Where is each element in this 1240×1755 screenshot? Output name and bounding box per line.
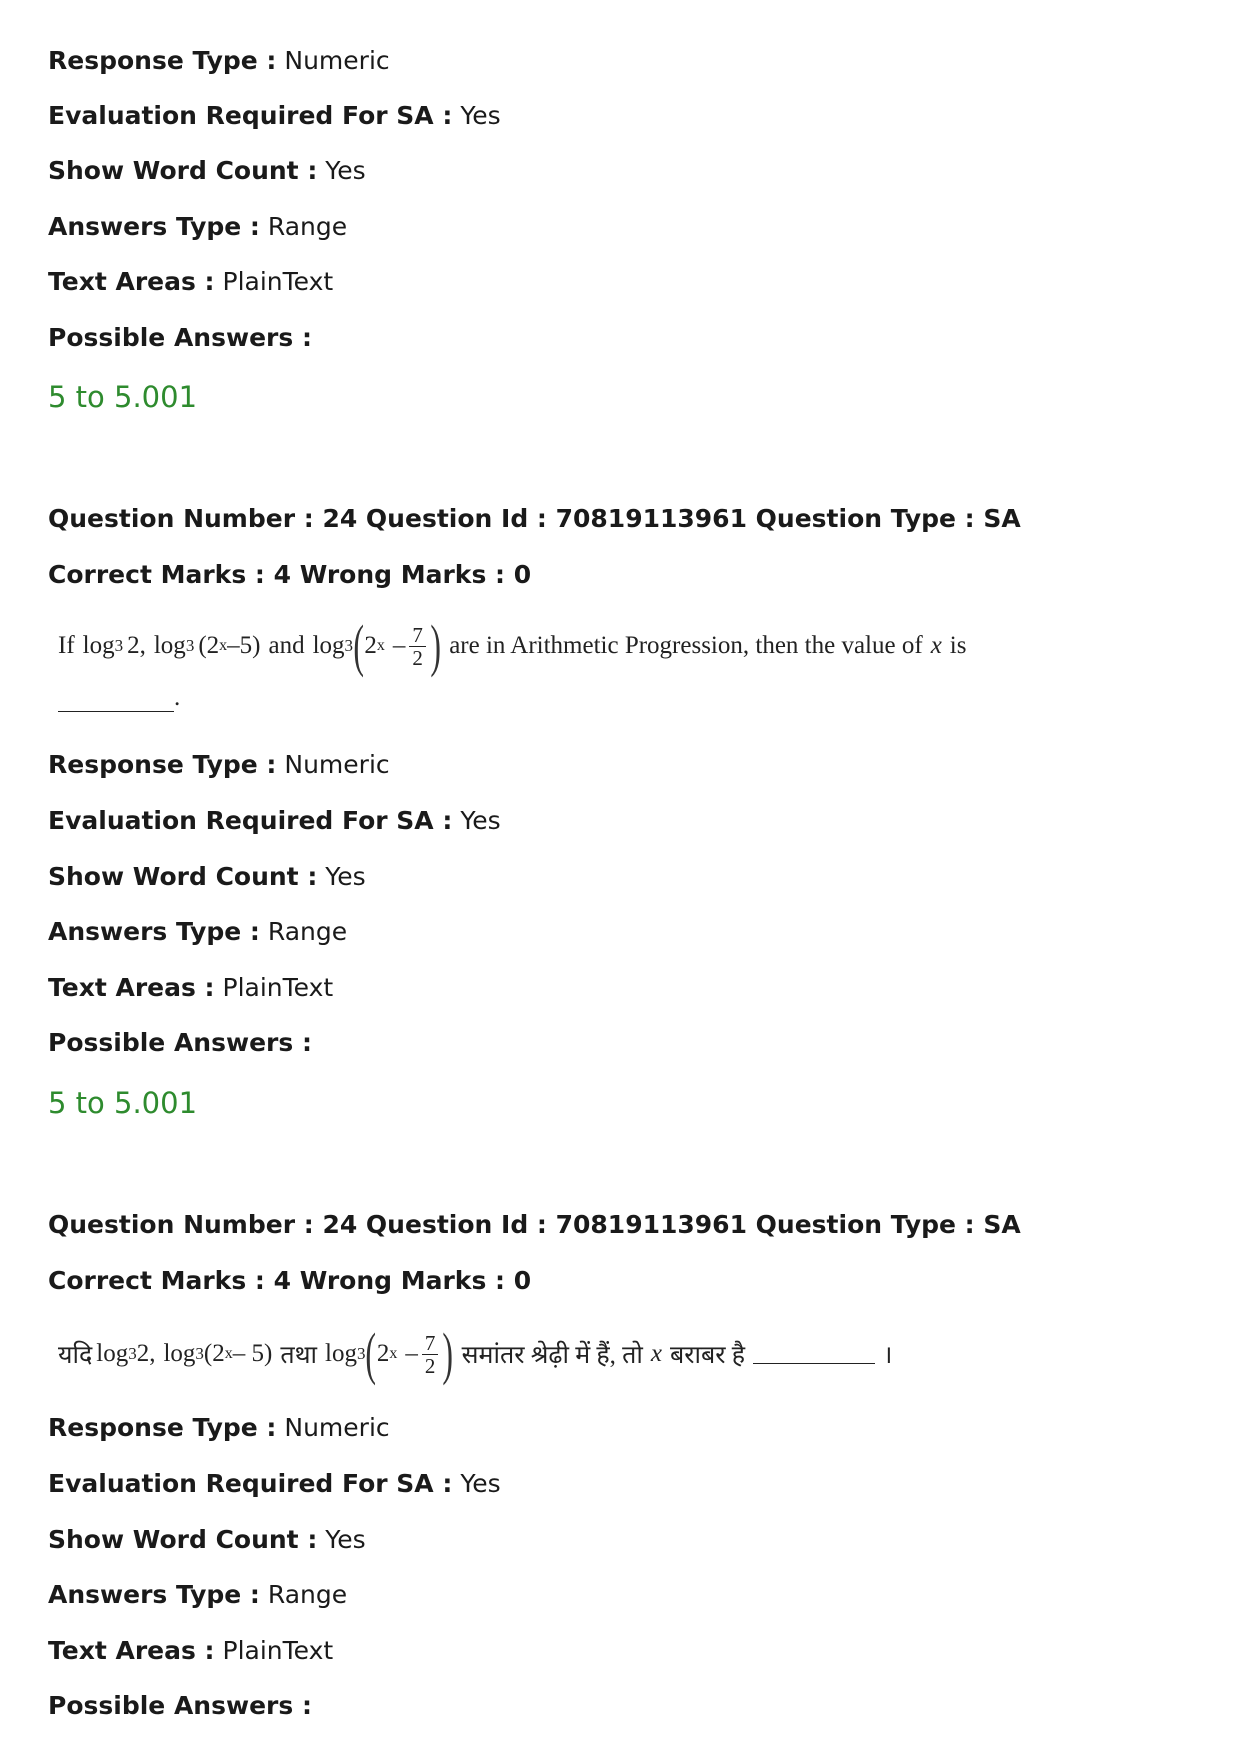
q-log: log xyxy=(82,632,115,659)
field-value: Yes xyxy=(325,156,366,185)
q-two: 2 xyxy=(376,1340,390,1367)
response-type xyxy=(48,44,390,78)
field-value: Yes xyxy=(325,862,366,891)
possible-answer: 5 to 5.001 xyxy=(48,380,198,414)
fraction-num: 7 xyxy=(409,624,426,647)
evaluation-required xyxy=(48,1467,501,1501)
field-label: Answers Type : xyxy=(48,212,260,241)
fraction xyxy=(409,624,426,669)
q-minus: – xyxy=(405,1340,418,1367)
question-header: Question Number : 24 Question Id : 70819113961 Question Type : SA xyxy=(48,1210,1021,1239)
q-word: यदि xyxy=(58,1342,93,1369)
field-value: PlainText xyxy=(222,973,334,1002)
q-word: If xyxy=(58,632,75,659)
q-word: is xyxy=(949,632,967,659)
question-marks: Correct Marks : 4 Wrong Marks : 0 xyxy=(48,1266,532,1295)
q-rest: समांतर श्रेढ़ी में हैं, तो xyxy=(461,1342,643,1369)
answer-blank xyxy=(58,693,174,712)
right-paren: ) xyxy=(430,613,441,678)
q-end: । xyxy=(883,1342,893,1369)
q-log: log xyxy=(96,1340,129,1367)
field-label: Show Word Count : xyxy=(48,156,318,185)
fraction xyxy=(422,1332,439,1377)
field-label: Response Type : xyxy=(48,750,277,779)
q-var: x xyxy=(650,1340,663,1367)
text-areas xyxy=(48,1634,333,1668)
q-arg: (2 xyxy=(203,1340,225,1367)
field-value: PlainText xyxy=(222,267,334,296)
text-areas xyxy=(48,971,333,1005)
field-label: Show Word Count : xyxy=(48,1525,318,1554)
fraction-den: 2 xyxy=(412,645,423,670)
field-label: Possible Answers : xyxy=(48,323,312,352)
q-arg: (2 xyxy=(198,632,220,659)
question-text: If log 3 2, log 3 (2 x –5) and log 3 ( 2 x – $\frac{7}{2}$ ) are in Arithmetic Progression, then the value of x is . xyxy=(58,613,967,711)
answers-type xyxy=(48,210,347,244)
field-label: Evaluation Required For SA : xyxy=(48,1469,453,1498)
field-label: Answers Type : xyxy=(48,917,260,946)
field-label: Possible Answers : xyxy=(48,1691,312,1720)
field-label: Response Type : xyxy=(48,1413,277,1442)
question-header: Question Number : 24 Question Id : 70819113961 Question Type : SA xyxy=(48,504,1021,533)
q-log: log xyxy=(153,632,186,659)
q-var: x xyxy=(930,632,942,659)
q-log: log xyxy=(325,1340,357,1367)
possible-answers-label xyxy=(48,321,312,355)
q-arg: 2, xyxy=(127,632,146,659)
q-log: log xyxy=(163,1340,196,1367)
evaluation-required xyxy=(48,804,501,838)
field-value: Yes xyxy=(460,101,501,130)
field-label: Possible Answers : xyxy=(48,1028,312,1057)
field-value: Yes xyxy=(460,1469,501,1498)
evaluation-required xyxy=(48,99,501,133)
field-value: PlainText xyxy=(222,1636,334,1665)
field-value: Yes xyxy=(460,806,501,835)
q-arg: –5) xyxy=(227,632,261,659)
q-two: 2 xyxy=(364,632,377,659)
text-areas xyxy=(48,265,333,299)
response-type xyxy=(48,748,390,782)
field-value: Range xyxy=(267,917,348,946)
right-paren: ) xyxy=(442,1321,454,1386)
q-minus: – xyxy=(392,632,406,659)
fraction-den: 2 xyxy=(424,1353,436,1378)
q-word: बराबर है xyxy=(670,1342,746,1369)
q-arg: 2, xyxy=(136,1340,156,1367)
question-text: यदि log 3 2, log 3 (2 x – 5) तथा log 3 ( 2 x – $\frac{7}{2}$ ) समांतर श्रेढ़ी में हैं, तो x बराबर है । xyxy=(58,1321,893,1386)
q-word: and xyxy=(268,632,305,659)
field-value: Numeric xyxy=(284,1413,390,1442)
field-label: Text Areas : xyxy=(48,973,215,1002)
q-end: . xyxy=(174,684,181,711)
response-type xyxy=(48,1411,390,1445)
field-value: Range xyxy=(267,212,348,241)
show-word-count xyxy=(48,154,366,188)
field-label: Answers Type : xyxy=(48,1580,260,1609)
left-paren: ( xyxy=(353,613,365,678)
possible-answers-label xyxy=(48,1689,312,1723)
answers-type xyxy=(48,915,347,949)
show-word-count xyxy=(48,1523,366,1557)
field-label: Response Type : xyxy=(48,46,277,75)
field-value: Range xyxy=(267,1580,348,1609)
q-log: log xyxy=(312,632,345,659)
field-label: Text Areas : xyxy=(48,267,215,296)
field-label: Text Areas : xyxy=(48,1636,215,1665)
q-arg: – 5) xyxy=(232,1340,273,1367)
field-label: Show Word Count : xyxy=(48,862,318,891)
show-word-count xyxy=(48,860,366,894)
left-paren: ( xyxy=(365,1321,377,1386)
answers-type xyxy=(48,1578,347,1612)
possible-answers-label xyxy=(48,1026,312,1060)
field-label: Evaluation Required For SA : xyxy=(48,101,453,130)
field-value: Numeric xyxy=(284,46,390,75)
field-value: Yes xyxy=(325,1525,366,1554)
field-label: Evaluation Required For SA : xyxy=(48,806,453,835)
fraction-num: 7 xyxy=(422,1332,439,1355)
possible-answer: 5 to 5.001 xyxy=(48,1086,198,1120)
q-word: तथा xyxy=(280,1342,318,1369)
question-marks: Correct Marks : 4 Wrong Marks : 0 xyxy=(48,560,532,589)
answer-blank xyxy=(753,1345,875,1364)
field-value: Numeric xyxy=(284,750,390,779)
q-rest: are in Arithmetic Progression, then the value of xyxy=(449,632,923,659)
